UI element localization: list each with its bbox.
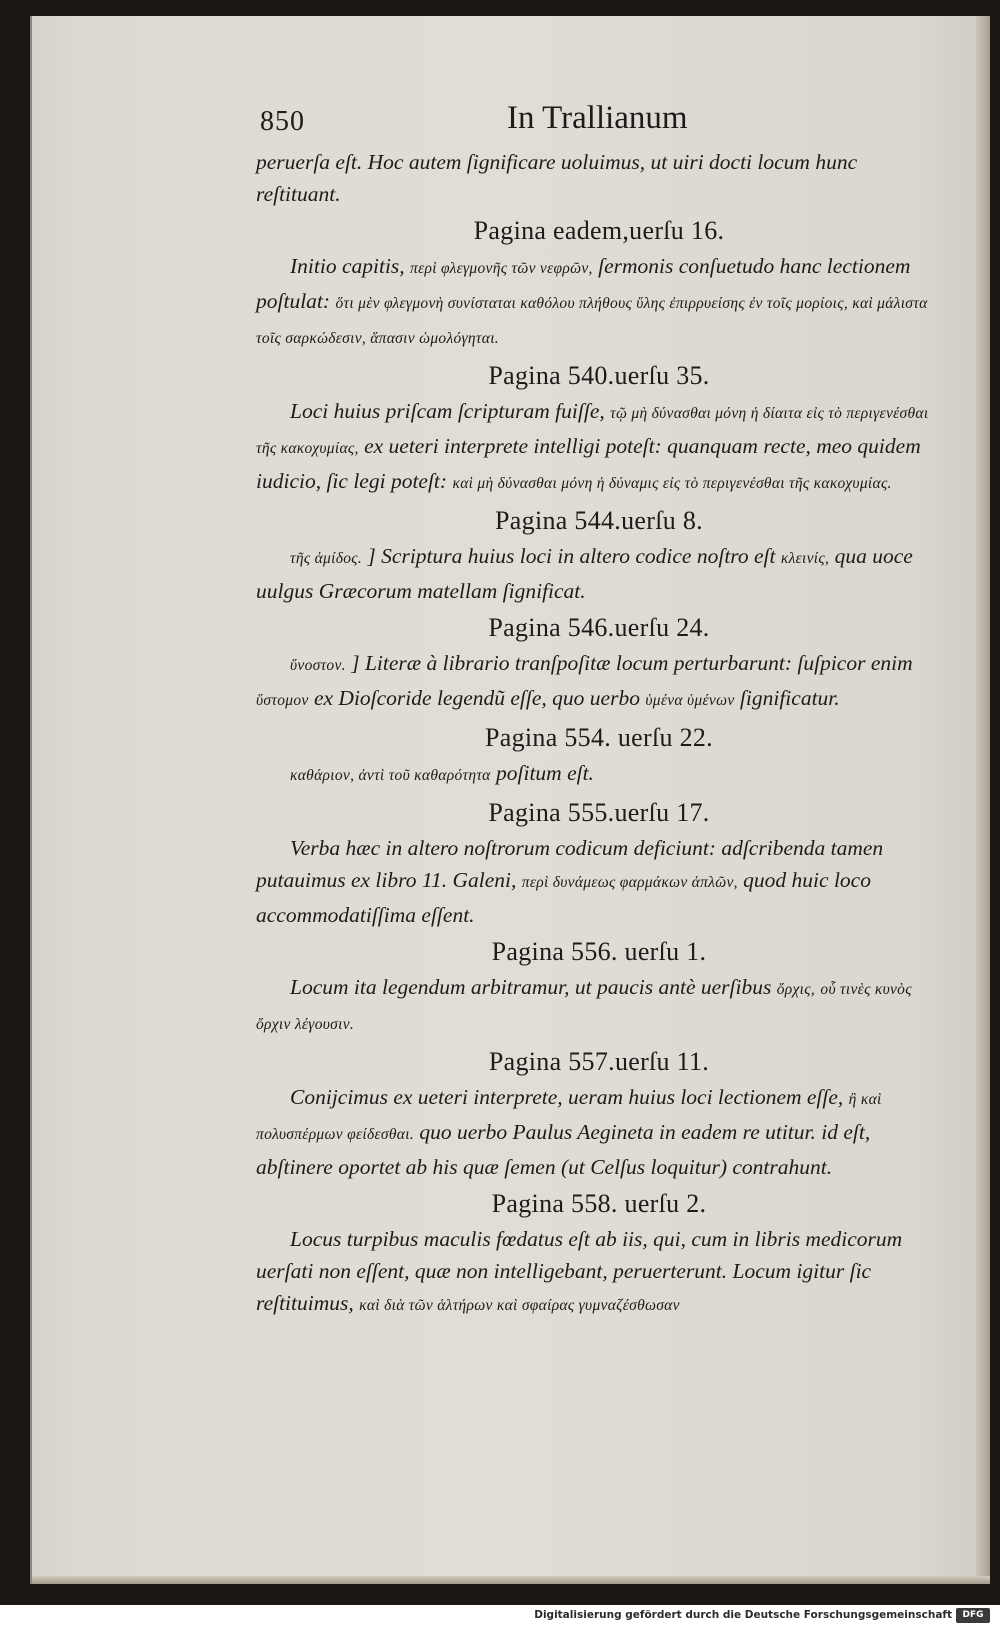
section-heading: Pagina 540.uerſu 35. [488, 361, 710, 390]
greek-text: περὶ δυνάμεως φαρμάκων ἁπλῶν, [521, 874, 738, 891]
commentary-section [256, 794, 942, 931]
latin-text: Locus turpibus maculis fœdatus eſt ab iis, qui, cum in libris medicorum uerſati non eſſent, quæ non intelligebant, peruerterunt. Locum igitur ſic reſtituimus, [256, 1227, 903, 1315]
page-edge-right [976, 16, 990, 1584]
page-edge-bottom [32, 1576, 990, 1584]
running-head [256, 100, 942, 146]
greek-text: κλεινίς, [780, 550, 830, 567]
latin-text: ex Dioſcoride legendũ eſſe, quo uerbo [308, 686, 646, 710]
commentary-section [256, 357, 942, 500]
section-heading: Pagina 544.uerſu 8. [495, 506, 703, 535]
commentary-paragraph [256, 250, 942, 355]
latin-text: Loci huius priſcam ſcripturam fuiſſe, [290, 399, 611, 423]
latin-text: Conijcimus ex ueteri interprete, ueram huius loci lectionem eſſe, [290, 1085, 849, 1109]
dfg-logo-icon: DFG [956, 1608, 990, 1623]
section-heading: Pagina 558. uerſu 2. [491, 1189, 707, 1218]
page-text-block [256, 100, 942, 1322]
commentary-paragraph [256, 971, 942, 1041]
greek-text: καὶ μὴ δύνασθαι μόνη ἡ δύναμις εἰς τὸ περιγενέσθαι τῆς κακοχυμίας. [452, 475, 892, 492]
commentary-section [256, 609, 942, 717]
page-number: 850 [260, 106, 305, 137]
section-heading: Pagina 556. uerſu 1. [491, 937, 707, 966]
latin-text: ex ueteri interprete intelligi poteſt: quanquam recte, meo quidem iudicio, ſic legi poteſt: [256, 434, 921, 493]
section-heading: Pagina 555.uerſu 17. [488, 798, 710, 827]
commentary-paragraph [256, 647, 942, 717]
latin-text: Initio capitis, [290, 254, 411, 278]
greek-text: καὶ διὰ τῶν ἁλτήρων καὶ σφαίρας γυμναζέσθωσαν [359, 1297, 680, 1314]
running-title: In Trallianum [507, 100, 688, 136]
commentary-section [256, 502, 942, 607]
commentary-paragraph [256, 146, 942, 210]
commentary-sections [256, 146, 942, 1322]
greek-text: περὶ φλεγμονῆς τῶν νεφρῶν, [410, 260, 593, 277]
latin-text: ſignificatur. [734, 686, 840, 710]
section-heading: Pagina 557.uerſu 11. [488, 1047, 710, 1076]
latin-text: ] Scriptura huius loci in altero codice noſtro eſt [362, 544, 781, 568]
commentary-paragraph [256, 1223, 942, 1322]
commentary-section [256, 1043, 942, 1183]
greek-text: τῷ μὴ δύνασθαι μόνη ἡ δίαιτα εἰς τὸ περιγενέσθαι τῆς κακοχυμίας, [256, 405, 929, 457]
latin-text: Verba hæc in altero noſtrorum codicum deficiunt: adſcribenda tamen putauimus ex libro 11. Galeni, [256, 836, 884, 892]
commentary-section [256, 212, 942, 355]
latin-text: Locum ita legendum arbitramur, ut paucis antè uerſibus [290, 975, 777, 999]
section-heading: Pagina 554. uerſu 22. [485, 723, 713, 752]
commentary-paragraph [256, 1081, 942, 1183]
greek-text: ἢ καὶ πολυσπέρμων φείδεσθαι. [256, 1091, 882, 1143]
latin-text: ſermonis conſuetudo hanc lectionem poſtulat: [256, 254, 911, 313]
greek-text: τῆς ἁμίδος. [290, 550, 363, 567]
funding-credit: Digitalisierung gefördert durch die Deutsche Forschungsgemeinschaft [534, 1609, 952, 1621]
greek-text: ὕνοστον. [290, 657, 346, 674]
greek-text: ὑμένα ὑμένων [645, 692, 735, 709]
commentary-section [256, 146, 942, 210]
commentary-paragraph [256, 757, 942, 792]
digitization-footer [0, 1605, 1000, 1628]
commentary-paragraph [256, 540, 942, 607]
latin-text: poſitum eſt. [490, 761, 594, 785]
greek-text: οὗ τινὲς κυνὸς ὄρχιν λέγουσιν. [256, 981, 912, 1033]
latin-text: qua uoce uulgus Græcorum matellam ſignificat. [256, 544, 913, 603]
section-heading: Pagina eadem,uerſu 16. [473, 216, 725, 245]
commentary-section [256, 1185, 942, 1322]
commentary-paragraph [256, 395, 942, 500]
greek-text: ὅτι μὲν φλεγμονὴ συνίσταται καθόλου πλήθους ὕλης ἐπιρρυείσης ἐν τοῖς μορίοις, καὶ μάλιστα τοῖς σαρκώδεσιν, ἅπασιν ὡμολόγηται. [256, 295, 928, 347]
commentary-section [256, 719, 942, 792]
greek-text: καθάριον, ἀντὶ τοῦ καθαρότητα [290, 767, 491, 784]
latin-text: peruerſa eſt. Hoc autem ſignificare uoluimus, ut uiri docti locum hunc reſtituant. [256, 150, 858, 206]
latin-text: ] Literæ à librario tranſpoſitæ locum perturbarunt: ſuſpicor enim [345, 651, 913, 675]
greek-text: ὕστομον [256, 692, 309, 709]
section-heading: Pagina 546.uerſu 24. [488, 613, 710, 642]
latin-text: quod huic loco accommodatiſſima eſſent. [256, 868, 871, 927]
commentary-paragraph [256, 832, 942, 931]
latin-text: quo uerbo Paulus Aegineta in eadem re utitur. id eſt, abſtinere oportet ab his quæ ſemen (ut Celſus loquitur) contrahunt. [256, 1120, 871, 1179]
greek-text: ὄρχις, [776, 981, 816, 998]
commentary-section [256, 933, 942, 1041]
